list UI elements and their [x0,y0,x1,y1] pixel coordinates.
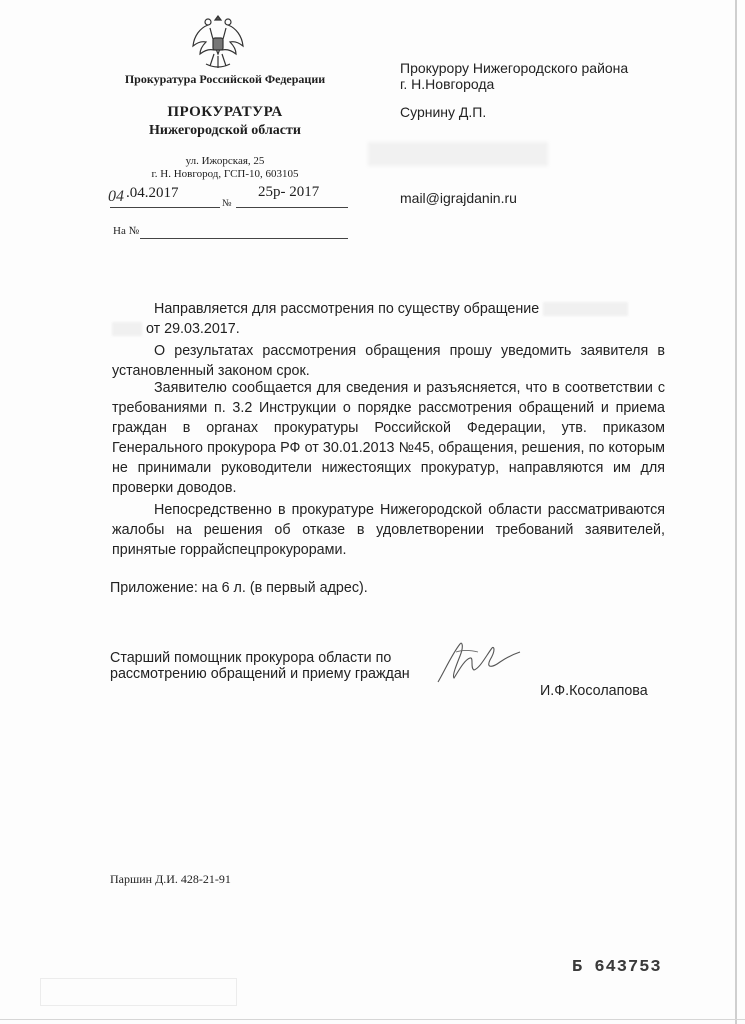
number-sign: № [222,198,232,209]
signatory-name: И.Ф.Косолапова [540,683,648,699]
body-paragraph-4: Непосредственно в прокуратуре Нижегородской области рассматриваются жалобы на решения об отказе в удовлетворении требований заявителей, принятые горрайспецпрокурорами. [112,502,665,558]
double-headed-eagle-emblem-icon [190,10,246,72]
addressee-email: mail@igrajdanin.ru [400,190,517,206]
org-address-city: г. Н. Новгород, ГСП-10, 603105 [151,168,299,180]
org-address-street: ул. Ижорская, 25 [185,155,265,167]
number-underline [236,207,348,208]
org-name: ПРОКУРАТУРА [167,104,283,120]
org-region: Нижегородской области [149,123,301,138]
addressee-line1: Прокурору Нижегородского района [400,60,629,76]
outgoing-date: .04.2017 [126,185,179,201]
date-underline [110,207,220,208]
body-paragraph-1-main: Направляется для рассмотрения по существу обращение [154,301,540,317]
body-paragraph-2: О результатах рассмотрения обращения прошу уведомить заявителя в установленный законом срок. [112,343,665,379]
handwritten-signature-icon [430,632,530,692]
faint-stamp-box [40,978,237,1006]
redacted-area [543,302,628,316]
redacted-area [368,142,548,166]
date-handwritten-day: 04 [108,188,124,205]
signatory-position: Старший помощник прокурора области по рассмотрению обращений и приему граждан [110,650,410,682]
addressee-line2: г. Н.Новгорода [400,76,495,92]
attachment-note: Приложение: на 6 л. (в первый адрес). [110,580,368,596]
scan-edge-bottom [0,1019,745,1020]
reference-label: На № [113,225,140,237]
redacted-area [112,322,142,336]
reference-underline [140,238,348,239]
scan-edge [735,0,737,1024]
body-paragraph-1-end: от 29.03.2017. [145,321,240,337]
outgoing-number: 25р- 2017 [258,184,320,200]
org-top-line: Прокуратура Российской Федерации [124,72,326,86]
addressee-name: Сурнину Д.П. [400,104,487,120]
body-paragraph-3: Заявителю сообщается для сведения и разъясняется, что в соответствии с требованиями п. 3.2 Инструкции о порядке рассмотрения обращений и приема граждан в органах прокуратуры Российской Федерации, утв. приказом Генерального прокурора РФ от 30.01.2013 №45, обращения, решения, по которым не принимали руководители нижестоящих прокуратур, направляются им для проверки доводов. [112,380,665,496]
body-paragraph-1 [112,299,665,339]
executor-contact: Паршин Д.И. 428-21-91 [110,872,231,886]
form-serial-number: Б 643753 [572,958,662,977]
